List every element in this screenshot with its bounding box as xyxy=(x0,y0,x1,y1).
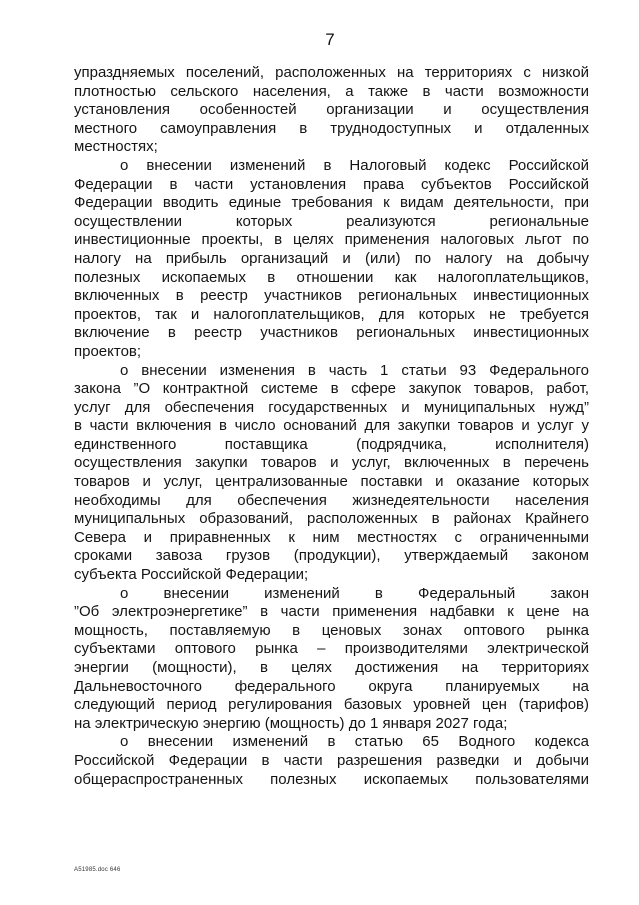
text-line: Дальневосточного федерального округа планируемых на xyxy=(74,677,589,695)
text-line: местного самоуправления в труднодоступных и отдаленных xyxy=(74,119,589,137)
text-line: необходимы для обеспечения жизнедеятельности населения xyxy=(74,491,589,509)
text-line: в части включения в число оснований для закупки товаров и услуг у xyxy=(74,417,589,435)
text-line: следующий период регулирования базовых уровней цен (тарифов) xyxy=(74,696,589,714)
text-line: включенных в реестр участников региональных инвестиционных xyxy=(74,287,589,305)
text-line: включение в реестр участников региональных инвестиционных xyxy=(74,324,589,342)
text-line: ”Об электроэнергетике” в части применения надбавки к цене на xyxy=(74,603,589,621)
text-line: о внесении изменений в Федеральный закон xyxy=(120,584,589,602)
text-line: осуществлении которых реализуются региональные xyxy=(74,212,589,230)
text-line: муниципальных образований, расположенных в районах Крайнего xyxy=(74,510,589,528)
body-text xyxy=(74,64,589,789)
text-line: осуществления закупки товаров и услуг, включенных в перечень xyxy=(74,454,589,472)
text-line: мощность, поставляемую в ценовых зонах оптового рынка xyxy=(74,621,589,639)
page-number: 7 xyxy=(325,30,335,49)
text-line: энергии (мощности), в целях достижения на территориях xyxy=(74,659,589,676)
text-line: Севера и приравненных к ним местностях с ограниченными xyxy=(74,528,589,546)
text-line: на электрическую энергию (мощность) до 1 января 2027 года; xyxy=(74,714,508,732)
text-line: услуг для обеспечения государственных и муниципальных нужд” xyxy=(74,398,589,416)
text-line: о внесении изменений в Налоговый кодекс Российской xyxy=(120,156,589,174)
text-line: плотностью сельского населения, а также в части возможности xyxy=(74,82,589,100)
text-line: упраздняемых поселений, расположенных на территориях с низкой xyxy=(74,64,589,81)
text-line: сроками завоза грузов (продукции), утверждаемый законом xyxy=(74,547,589,565)
text-line: субъектами оптового рынка – производителями электрической xyxy=(74,640,589,658)
text-line: проектов; xyxy=(74,342,142,360)
text-line: Российской Федерации в части разрешения разведки и добычи xyxy=(74,751,589,769)
text-line: товаров и услуг, централизованные поставки и оказание которых xyxy=(74,473,589,491)
text-line: о внесении изменений в статью 65 Водного кодекса xyxy=(120,733,589,751)
text-line: проектов, так и налогоплательщиков, для которых не требуется xyxy=(74,305,589,323)
text-line: местностях; xyxy=(74,138,158,156)
text-line: Федерации вводить единые требования к видам деятельности, при xyxy=(74,194,589,212)
text-line: единственного поставщика (подрядчика, исполнителя) xyxy=(74,435,589,453)
text-line: закона ”О контрактной системе в сфере закупок товаров, работ, xyxy=(74,380,589,398)
text-line: о внесении изменения в часть 1 статьи 93 Федерального xyxy=(120,361,589,379)
text-line: полезных ископаемых в отношении как налогоплательщиков, xyxy=(74,268,589,286)
document-footer-code: A51985.doc 646 xyxy=(74,867,121,873)
text-line: Федерации в части установления права субъектов Российской xyxy=(74,175,589,193)
text-line: налогу на прибыль организаций и (или) по налогу на добычу xyxy=(74,249,589,267)
text-line: субъекта Российской Федерации; xyxy=(74,566,309,584)
text-line: инвестиционные проекты, в целях применения налоговых льгот по xyxy=(74,231,589,249)
text-line: установления особенностей организации и осуществления xyxy=(74,101,589,119)
text-line: общераспространенных полезных ископаемых пользователями xyxy=(74,770,589,788)
